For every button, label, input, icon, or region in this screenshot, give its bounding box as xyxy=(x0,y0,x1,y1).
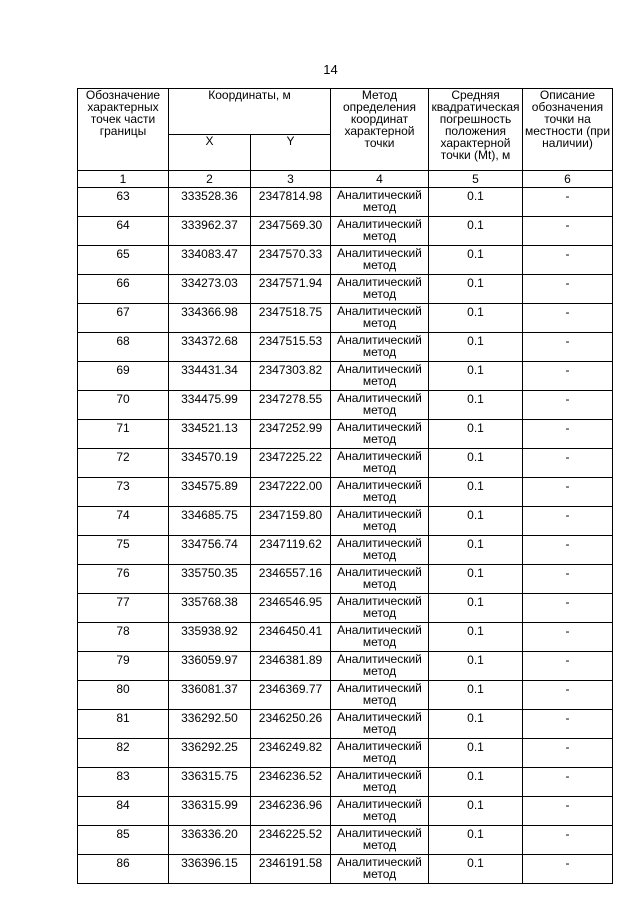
description-cell: - xyxy=(523,188,613,217)
error-cell: 0.1 xyxy=(429,449,523,478)
x-coordinate-cell: 336081.37 xyxy=(169,681,251,710)
table-row xyxy=(78,478,613,507)
description-cell: - xyxy=(523,855,613,884)
x-coordinate-cell: 335938.92 xyxy=(169,623,251,652)
error-cell: 0.1 xyxy=(429,565,523,594)
method-cell: Аналитический метод xyxy=(331,652,429,681)
point-number-cell: 73 xyxy=(78,478,169,507)
error-cell: 0.1 xyxy=(429,826,523,855)
y-coordinate-cell: 2346450.41 xyxy=(251,623,331,652)
error-cell: 0.1 xyxy=(429,594,523,623)
x-coordinate-cell: 334372.68 xyxy=(169,333,251,362)
description-cell: - xyxy=(523,797,613,826)
method-cell: Аналитический метод xyxy=(331,594,429,623)
y-coordinate-cell: 2347225.22 xyxy=(251,449,331,478)
description-cell: - xyxy=(523,681,613,710)
y-coordinate-cell: 2346250.26 xyxy=(251,710,331,739)
x-coordinate-cell: 334475.99 xyxy=(169,391,251,420)
x-coordinate-cell: 334570.19 xyxy=(169,449,251,478)
error-cell: 0.1 xyxy=(429,507,523,536)
error-cell: 0.1 xyxy=(429,536,523,565)
description-cell: - xyxy=(523,652,613,681)
header-description: Описание обозначения точки на местности (при наличии) xyxy=(523,89,613,171)
y-coordinate-cell: 2347222.00 xyxy=(251,478,331,507)
boundary-points-table xyxy=(77,88,613,884)
point-number-cell: 63 xyxy=(78,188,169,217)
description-cell: - xyxy=(523,594,613,623)
column-number: 3 xyxy=(251,171,331,188)
description-cell: - xyxy=(523,739,613,768)
table-row xyxy=(78,826,613,855)
header-error: Средняя квадратическая погрешность положения характерной точки (Mt), м xyxy=(429,89,523,171)
point-number-cell: 77 xyxy=(78,594,169,623)
x-coordinate-cell: 334273.03 xyxy=(169,275,251,304)
point-number-cell: 78 xyxy=(78,623,169,652)
x-coordinate-cell: 336336.20 xyxy=(169,826,251,855)
point-number-cell: 86 xyxy=(78,855,169,884)
table-body xyxy=(78,188,613,884)
table-row xyxy=(78,565,613,594)
x-coordinate-cell: 333528.36 xyxy=(169,188,251,217)
description-cell: - xyxy=(523,420,613,449)
error-cell: 0.1 xyxy=(429,652,523,681)
description-cell: - xyxy=(523,304,613,333)
method-cell: Аналитический метод xyxy=(331,478,429,507)
x-coordinate-cell: 333962.37 xyxy=(169,217,251,246)
method-cell: Аналитический метод xyxy=(331,855,429,884)
description-cell: - xyxy=(523,362,613,391)
description-cell: - xyxy=(523,391,613,420)
table-row xyxy=(78,507,613,536)
error-cell: 0.1 xyxy=(429,710,523,739)
description-cell: - xyxy=(523,710,613,739)
error-cell: 0.1 xyxy=(429,333,523,362)
point-number-cell: 72 xyxy=(78,449,169,478)
header-designation: Обозначение характерных точек части границы xyxy=(78,89,169,171)
x-coordinate-cell: 336292.25 xyxy=(169,739,251,768)
error-cell: 0.1 xyxy=(429,304,523,333)
error-cell: 0.1 xyxy=(429,739,523,768)
error-cell: 0.1 xyxy=(429,275,523,304)
error-cell: 0.1 xyxy=(429,188,523,217)
x-coordinate-cell: 334521.13 xyxy=(169,420,251,449)
point-number-cell: 83 xyxy=(78,768,169,797)
description-cell: - xyxy=(523,507,613,536)
error-cell: 0.1 xyxy=(429,623,523,652)
x-coordinate-cell: 336315.75 xyxy=(169,768,251,797)
method-cell: Аналитический метод xyxy=(331,275,429,304)
header-method: Метод определения координат характерной точки xyxy=(331,89,429,171)
point-number-cell: 68 xyxy=(78,333,169,362)
table-row xyxy=(78,536,613,565)
method-cell: Аналитический метод xyxy=(331,536,429,565)
y-coordinate-cell: 2347571.94 xyxy=(251,275,331,304)
method-cell: Аналитический метод xyxy=(331,188,429,217)
y-coordinate-cell: 2346236.52 xyxy=(251,768,331,797)
y-coordinate-cell: 2346381.89 xyxy=(251,652,331,681)
table-row xyxy=(78,768,613,797)
page-number: 14 xyxy=(323,62,338,77)
y-coordinate-cell: 2347303.82 xyxy=(251,362,331,391)
error-cell: 0.1 xyxy=(429,217,523,246)
method-cell: Аналитический метод xyxy=(331,710,429,739)
x-coordinate-cell: 334756.74 xyxy=(169,536,251,565)
method-cell: Аналитический метод xyxy=(331,449,429,478)
table-row xyxy=(78,420,613,449)
column-numbers-row xyxy=(78,171,613,188)
description-cell: - xyxy=(523,246,613,275)
method-cell: Аналитический метод xyxy=(331,681,429,710)
x-coordinate-cell: 334431.34 xyxy=(169,362,251,391)
method-cell: Аналитический метод xyxy=(331,565,429,594)
method-cell: Аналитический метод xyxy=(331,333,429,362)
x-coordinate-cell: 336059.97 xyxy=(169,652,251,681)
y-coordinate-cell: 2346249.82 xyxy=(251,739,331,768)
point-number-cell: 76 xyxy=(78,565,169,594)
table-row xyxy=(78,710,613,739)
point-number-cell: 85 xyxy=(78,826,169,855)
point-number-cell: 74 xyxy=(78,507,169,536)
description-cell: - xyxy=(523,449,613,478)
table-row xyxy=(78,391,613,420)
point-number-cell: 75 xyxy=(78,536,169,565)
description-cell: - xyxy=(523,217,613,246)
method-cell: Аналитический метод xyxy=(331,362,429,391)
y-coordinate-cell: 2347159.80 xyxy=(251,507,331,536)
point-number-cell: 79 xyxy=(78,652,169,681)
point-number-cell: 67 xyxy=(78,304,169,333)
description-cell: - xyxy=(523,623,613,652)
x-coordinate-cell: 334685.75 xyxy=(169,507,251,536)
method-cell: Аналитический метод xyxy=(331,420,429,449)
method-cell: Аналитический метод xyxy=(331,246,429,275)
error-cell: 0.1 xyxy=(429,246,523,275)
point-number-cell: 81 xyxy=(78,710,169,739)
header-y: Y xyxy=(251,135,331,171)
error-cell: 0.1 xyxy=(429,420,523,449)
method-cell: Аналитический метод xyxy=(331,304,429,333)
column-number: 2 xyxy=(169,171,251,188)
y-coordinate-cell: 2346191.58 xyxy=(251,855,331,884)
method-cell: Аналитический метод xyxy=(331,391,429,420)
table-row xyxy=(78,449,613,478)
table-row xyxy=(78,623,613,652)
y-coordinate-cell: 2346557.16 xyxy=(251,565,331,594)
y-coordinate-cell: 2346236.96 xyxy=(251,797,331,826)
y-coordinate-cell: 2346225.52 xyxy=(251,826,331,855)
error-cell: 0.1 xyxy=(429,478,523,507)
table-row xyxy=(78,217,613,246)
table-row xyxy=(78,333,613,362)
table-row xyxy=(78,362,613,391)
table-row xyxy=(78,797,613,826)
error-cell: 0.1 xyxy=(429,855,523,884)
x-coordinate-cell: 334083.47 xyxy=(169,246,251,275)
y-coordinate-cell: 2347814.98 xyxy=(251,188,331,217)
point-number-cell: 70 xyxy=(78,391,169,420)
table-row xyxy=(78,652,613,681)
description-cell: - xyxy=(523,275,613,304)
method-cell: Аналитический метод xyxy=(331,826,429,855)
method-cell: Аналитический метод xyxy=(331,768,429,797)
y-coordinate-cell: 2346546.95 xyxy=(251,594,331,623)
description-cell: - xyxy=(523,536,613,565)
method-cell: Аналитический метод xyxy=(331,507,429,536)
error-cell: 0.1 xyxy=(429,391,523,420)
description-cell: - xyxy=(523,565,613,594)
column-number: 6 xyxy=(523,171,613,188)
y-coordinate-cell: 2347252.99 xyxy=(251,420,331,449)
x-coordinate-cell: 335768.38 xyxy=(169,594,251,623)
x-coordinate-cell: 335750.35 xyxy=(169,565,251,594)
table-row xyxy=(78,855,613,884)
description-cell: - xyxy=(523,768,613,797)
table-row xyxy=(78,304,613,333)
header-coordinates: Координаты, м xyxy=(169,89,331,135)
table-row xyxy=(78,739,613,768)
point-number-cell: 64 xyxy=(78,217,169,246)
table-row xyxy=(78,681,613,710)
point-number-cell: 82 xyxy=(78,739,169,768)
method-cell: Аналитический метод xyxy=(331,739,429,768)
error-cell: 0.1 xyxy=(429,768,523,797)
error-cell: 0.1 xyxy=(429,681,523,710)
method-cell: Аналитический метод xyxy=(331,623,429,652)
y-coordinate-cell: 2347119.62 xyxy=(251,536,331,565)
y-coordinate-cell: 2346369.77 xyxy=(251,681,331,710)
table-row xyxy=(78,594,613,623)
header-x: X xyxy=(169,135,251,171)
method-cell: Аналитический метод xyxy=(331,797,429,826)
y-coordinate-cell: 2347278.55 xyxy=(251,391,331,420)
point-number-cell: 69 xyxy=(78,362,169,391)
y-coordinate-cell: 2347570.33 xyxy=(251,246,331,275)
description-cell: - xyxy=(523,333,613,362)
y-coordinate-cell: 2347515.53 xyxy=(251,333,331,362)
error-cell: 0.1 xyxy=(429,362,523,391)
point-number-cell: 84 xyxy=(78,797,169,826)
error-cell: 0.1 xyxy=(429,797,523,826)
point-number-cell: 66 xyxy=(78,275,169,304)
table-row xyxy=(78,275,613,304)
column-number: 4 xyxy=(331,171,429,188)
x-coordinate-cell: 334575.89 xyxy=(169,478,251,507)
point-number-cell: 80 xyxy=(78,681,169,710)
y-coordinate-cell: 2347569.30 xyxy=(251,217,331,246)
table-row xyxy=(78,246,613,275)
description-cell: - xyxy=(523,826,613,855)
x-coordinate-cell: 334366.98 xyxy=(169,304,251,333)
description-cell: - xyxy=(523,478,613,507)
table-row xyxy=(78,188,613,217)
x-coordinate-cell: 336396.15 xyxy=(169,855,251,884)
y-coordinate-cell: 2347518.75 xyxy=(251,304,331,333)
column-number: 1 xyxy=(78,171,169,188)
x-coordinate-cell: 336292.50 xyxy=(169,710,251,739)
method-cell: Аналитический метод xyxy=(331,217,429,246)
point-number-cell: 71 xyxy=(78,420,169,449)
column-number: 5 xyxy=(429,171,523,188)
x-coordinate-cell: 336315.99 xyxy=(169,797,251,826)
point-number-cell: 65 xyxy=(78,246,169,275)
